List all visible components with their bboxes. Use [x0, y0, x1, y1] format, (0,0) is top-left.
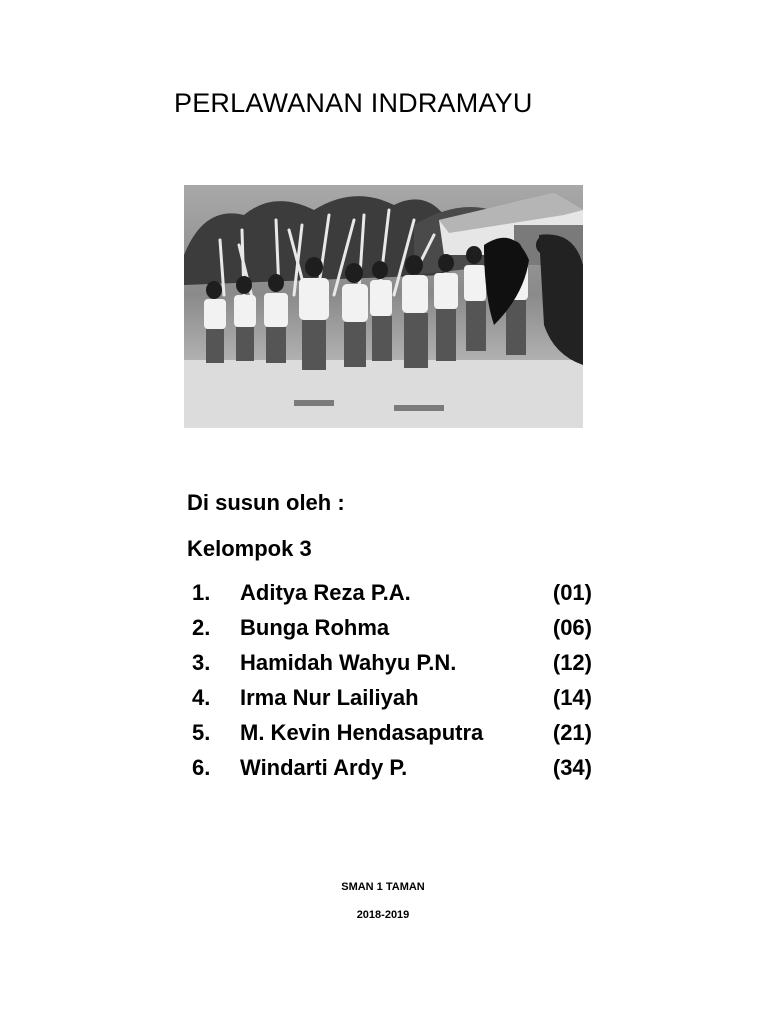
member-name: Windarti Ardy P. [240, 755, 408, 780]
cover-photo [184, 185, 583, 428]
member-code: (06) [552, 615, 592, 640]
member-name: Bunga Rohma [240, 615, 390, 640]
compiled-by-label: Di susun oleh : [187, 490, 345, 515]
list-item [192, 720, 602, 755]
member-code: (01) [552, 580, 592, 605]
document-title: PERLAWANAN INDRAMAYU [174, 88, 533, 118]
member-code: (14) [552, 685, 592, 710]
member-number: 6. [192, 755, 211, 780]
school-year: 2018-2019 [356, 909, 410, 921]
group-label: Kelompok 3 [187, 536, 312, 561]
member-list [192, 580, 602, 790]
list-item [192, 755, 602, 790]
member-number: 5. [192, 720, 211, 745]
member-number: 1. [192, 580, 211, 605]
list-item [192, 580, 602, 615]
school-name: SMAN 1 TAMAN [341, 881, 425, 893]
member-code: (12) [552, 650, 592, 675]
member-name: Hamidah Wahyu P.N. [240, 650, 457, 675]
member-number: 4. [192, 685, 211, 710]
list-item [192, 615, 602, 650]
member-code: (34) [552, 755, 592, 780]
list-item [192, 650, 602, 685]
member-name: M. Kevin Hendasaputra [240, 720, 484, 745]
member-code: (21) [552, 720, 592, 745]
member-name: Aditya Reza P.A. [240, 580, 411, 605]
member-number: 2. [192, 615, 211, 640]
list-item [192, 685, 602, 720]
member-name: Irma Nur Lailiyah [240, 685, 419, 710]
member-number: 3. [192, 650, 211, 675]
historical-photo-marching-fighters [184, 185, 583, 428]
